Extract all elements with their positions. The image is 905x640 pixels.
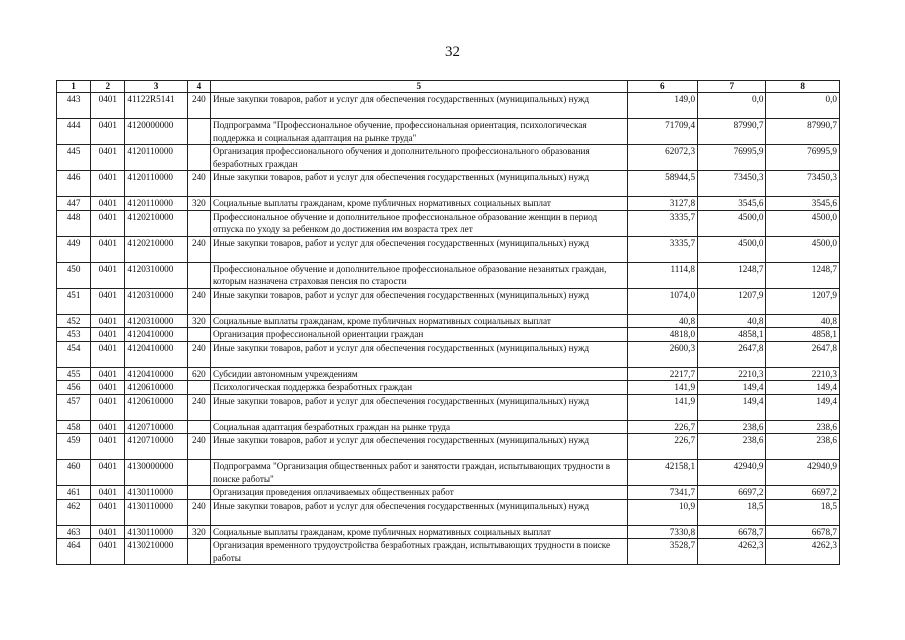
amount-cell-7: 2647,8 — [698, 341, 766, 367]
page-number: 32 — [445, 44, 460, 60]
row-number-cell: 460 — [57, 460, 91, 486]
amount-cell-7: 6678,7 — [698, 525, 766, 539]
target-article-cell: 4120110000 — [125, 145, 187, 171]
amount-cell-7: 238,6 — [698, 434, 766, 460]
amount-cell-8: 238,6 — [766, 420, 840, 434]
table-row — [57, 499, 840, 525]
amount-cell-8: 6697,2 — [766, 486, 840, 500]
row-number-cell: 445 — [57, 145, 91, 171]
amount-cell-6: 1074,0 — [627, 288, 697, 314]
target-article-cell: 4120710000 — [125, 434, 187, 460]
amount-cell-7: 18,5 — [698, 499, 766, 525]
amount-cell-6: 3335,7 — [627, 236, 697, 262]
row-number-cell: 452 — [57, 314, 91, 328]
amount-cell-8: 73450,3 — [766, 171, 840, 197]
amount-cell-7: 1207,9 — [698, 288, 766, 314]
expense-type-cell — [187, 119, 210, 145]
expense-type-cell: 240 — [187, 288, 210, 314]
expense-type-cell: 240 — [187, 341, 210, 367]
amount-cell-6: 3528,7 — [627, 539, 697, 565]
description-cell: Иные закупки товаров, работ и услуг для обеспечения государственных (муниципальных) нужд — [210, 171, 627, 197]
expense-type-cell: 240 — [187, 93, 210, 119]
table-row — [57, 119, 840, 145]
table-row — [57, 171, 840, 197]
amount-cell-8: 1248,7 — [766, 262, 840, 288]
section-code-cell: 0401 — [91, 328, 125, 342]
amount-cell-6: 40,8 — [627, 314, 697, 328]
row-number-cell: 463 — [57, 525, 91, 539]
amount-cell-7: 40,8 — [698, 314, 766, 328]
row-number-cell: 456 — [57, 381, 91, 395]
expense-type-cell: 320 — [187, 197, 210, 211]
table-row — [57, 93, 840, 119]
section-code-cell: 0401 — [91, 262, 125, 288]
description-cell: Социальные выплаты гражданам, кроме публичных нормативных социальных выплат — [210, 314, 627, 328]
section-code-cell: 0401 — [91, 460, 125, 486]
table-row — [57, 328, 840, 342]
section-code-cell: 0401 — [91, 394, 125, 420]
amount-cell-8: 42940,9 — [766, 460, 840, 486]
target-article-cell: 4120210000 — [125, 210, 187, 236]
table-row — [57, 420, 840, 434]
target-article-cell: 4120310000 — [125, 314, 187, 328]
target-article-cell: 4120410000 — [125, 367, 187, 381]
section-code-cell: 0401 — [91, 93, 125, 119]
amount-cell-8: 238,6 — [766, 434, 840, 460]
amount-cell-8: 149,4 — [766, 381, 840, 395]
expense-type-cell — [187, 381, 210, 395]
amount-cell-8: 40,8 — [766, 314, 840, 328]
amount-cell-7: 87990,7 — [698, 119, 766, 145]
table-row — [57, 367, 840, 381]
amount-cell-7: 4500,0 — [698, 210, 766, 236]
amount-cell-7: 76995,9 — [698, 145, 766, 171]
table-row — [57, 288, 840, 314]
amount-cell-6: 1114,8 — [627, 262, 697, 288]
expense-type-cell: 240 — [187, 394, 210, 420]
table-row — [57, 394, 840, 420]
expense-type-cell: 620 — [187, 367, 210, 381]
amount-cell-6: 62072,3 — [627, 145, 697, 171]
expense-type-cell: 320 — [187, 525, 210, 539]
table-row — [57, 434, 840, 460]
target-article-cell: 4120610000 — [125, 394, 187, 420]
amount-cell-7: 4262,3 — [698, 539, 766, 565]
column-header: 2 — [91, 81, 125, 93]
description-cell: Психологическая поддержка безработных граждан — [210, 381, 627, 395]
amount-cell-6: 3335,7 — [627, 210, 697, 236]
column-header: 3 — [125, 81, 187, 93]
column-header: 4 — [187, 81, 210, 93]
section-code-cell: 0401 — [91, 434, 125, 460]
row-number-cell: 461 — [57, 486, 91, 500]
expense-type-cell: 240 — [187, 434, 210, 460]
amount-cell-8: 149,4 — [766, 394, 840, 420]
target-article-cell: 4130110000 — [125, 499, 187, 525]
target-article-cell: 41122R5141 — [125, 93, 187, 119]
row-number-cell: 449 — [57, 236, 91, 262]
amount-cell-8: 4858,1 — [766, 328, 840, 342]
section-code-cell: 0401 — [91, 341, 125, 367]
target-article-cell: 4120710000 — [125, 420, 187, 434]
amount-cell-7: 4500,0 — [698, 236, 766, 262]
description-cell: Иные закупки товаров, работ и услуг для обеспечения государственных (муниципальных) нужд — [210, 499, 627, 525]
section-code-cell: 0401 — [91, 314, 125, 328]
amount-cell-6: 7341,7 — [627, 486, 697, 500]
row-number-cell: 451 — [57, 288, 91, 314]
amount-cell-7: 149,4 — [698, 394, 766, 420]
amount-cell-7: 3545,6 — [698, 197, 766, 211]
expense-type-cell — [187, 210, 210, 236]
target-article-cell: 4120110000 — [125, 171, 187, 197]
section-code-cell: 0401 — [91, 236, 125, 262]
section-code-cell: 0401 — [91, 288, 125, 314]
expense-type-cell: 240 — [187, 499, 210, 525]
amount-cell-7: 42940,9 — [698, 460, 766, 486]
amount-cell-6: 3127,8 — [627, 197, 697, 211]
amount-cell-6: 7330,8 — [627, 525, 697, 539]
amount-cell-8: 18,5 — [766, 499, 840, 525]
target-article-cell: 4130210000 — [125, 539, 187, 565]
description-cell: Организация проведения оплачиваемых общественных работ — [210, 486, 627, 500]
expense-type-cell — [187, 262, 210, 288]
amount-cell-8: 2647,8 — [766, 341, 840, 367]
row-number-cell: 462 — [57, 499, 91, 525]
description-cell: Профессиональное обучение и дополнительное профессиональное образование незанятых граждан, которым назначена страховая пенсия по старости — [210, 262, 627, 288]
description-cell: Иные закупки товаров, работ и услуг для обеспечения государственных (муниципальных) нужд — [210, 341, 627, 367]
amount-cell-8: 87990,7 — [766, 119, 840, 145]
row-number-cell: 459 — [57, 434, 91, 460]
header-row — [57, 81, 840, 93]
table-row — [57, 197, 840, 211]
section-code-cell: 0401 — [91, 145, 125, 171]
table-body — [57, 93, 840, 565]
section-code-cell: 0401 — [91, 197, 125, 211]
expense-type-cell: 320 — [187, 314, 210, 328]
table-row — [57, 145, 840, 171]
description-cell: Иные закупки товаров, работ и услуг для обеспечения государственных (муниципальных) нужд — [210, 394, 627, 420]
row-number-cell: 457 — [57, 394, 91, 420]
description-cell: Иные закупки товаров, работ и услуг для обеспечения государственных (муниципальных) нужд — [210, 288, 627, 314]
amount-cell-7: 2210,3 — [698, 367, 766, 381]
description-cell: Иные закупки товаров, работ и услуг для обеспечения государственных (муниципальных) нужд — [210, 434, 627, 460]
target-article-cell: 4120610000 — [125, 381, 187, 395]
column-header: 7 — [698, 81, 766, 93]
row-number-cell: 444 — [57, 119, 91, 145]
table-row — [57, 262, 840, 288]
amount-cell-8: 3545,6 — [766, 197, 840, 211]
amount-cell-8: 4500,0 — [766, 236, 840, 262]
expense-type-cell — [187, 328, 210, 342]
amount-cell-8: 0,0 — [766, 93, 840, 119]
row-number-cell: 450 — [57, 262, 91, 288]
expense-type-cell — [187, 539, 210, 565]
expense-type-cell — [187, 486, 210, 500]
row-number-cell: 454 — [57, 341, 91, 367]
target-article-cell: 4120310000 — [125, 288, 187, 314]
amount-cell-8: 1207,9 — [766, 288, 840, 314]
amount-cell-7: 73450,3 — [698, 171, 766, 197]
table-row — [57, 460, 840, 486]
expense-type-cell: 240 — [187, 236, 210, 262]
target-article-cell: 4120310000 — [125, 262, 187, 288]
amount-cell-7: 4858,1 — [698, 328, 766, 342]
target-article-cell: 4130000000 — [125, 460, 187, 486]
row-number-cell: 446 — [57, 171, 91, 197]
column-header: 1 — [57, 81, 91, 93]
section-code-cell: 0401 — [91, 486, 125, 500]
section-code-cell: 0401 — [91, 171, 125, 197]
amount-cell-6: 2217,7 — [627, 367, 697, 381]
target-article-cell: 4120410000 — [125, 328, 187, 342]
column-header: 5 — [210, 81, 627, 93]
amount-cell-6: 141,9 — [627, 381, 697, 395]
target-article-cell: 4120210000 — [125, 236, 187, 262]
table-row — [57, 314, 840, 328]
amount-cell-6: 71709,4 — [627, 119, 697, 145]
section-code-cell: 0401 — [91, 367, 125, 381]
budget-table — [56, 80, 840, 565]
amount-cell-7: 1248,7 — [698, 262, 766, 288]
amount-cell-8: 2210,3 — [766, 367, 840, 381]
amount-cell-7: 149,4 — [698, 381, 766, 395]
amount-cell-7: 0,0 — [698, 93, 766, 119]
section-code-cell: 0401 — [91, 210, 125, 236]
amount-cell-6: 10,9 — [627, 499, 697, 525]
target-article-cell: 4130110000 — [125, 525, 187, 539]
amount-cell-6: 4818,0 — [627, 328, 697, 342]
amount-cell-6: 149,0 — [627, 93, 697, 119]
row-number-cell: 453 — [57, 328, 91, 342]
description-cell: Иные закупки товаров, работ и услуг для обеспечения государственных (муниципальных) нужд — [210, 93, 627, 119]
description-cell: Социальные выплаты гражданам, кроме публичных нормативных социальных выплат — [210, 525, 627, 539]
description-cell: Организация профессиональной ориентации граждан — [210, 328, 627, 342]
row-number-cell: 455 — [57, 367, 91, 381]
amount-cell-7: 6697,2 — [698, 486, 766, 500]
amount-cell-6: 141,9 — [627, 394, 697, 420]
expense-type-cell: 240 — [187, 171, 210, 197]
amount-cell-8: 4262,3 — [766, 539, 840, 565]
amount-cell-6: 58944,5 — [627, 171, 697, 197]
description-cell: Подпрограмма "Организация общественных работ и занятости граждан, испытывающих трудности в поиске работы" — [210, 460, 627, 486]
expense-type-cell — [187, 420, 210, 434]
description-cell: Иные закупки товаров, работ и услуг для обеспечения государственных (муниципальных) нужд — [210, 236, 627, 262]
section-code-cell: 0401 — [91, 525, 125, 539]
description-cell: Организация временного трудоустройства безработных граждан, испытывающих трудности в поиске работы — [210, 539, 627, 565]
expense-type-cell — [187, 460, 210, 486]
table-row — [57, 525, 840, 539]
section-code-cell: 0401 — [91, 539, 125, 565]
target-article-cell: 4120110000 — [125, 197, 187, 211]
section-code-cell: 0401 — [91, 499, 125, 525]
amount-cell-8: 76995,9 — [766, 145, 840, 171]
description-cell: Социальная адаптация безработных граждан на рынке труда — [210, 420, 627, 434]
row-number-cell: 447 — [57, 197, 91, 211]
row-number-cell: 464 — [57, 539, 91, 565]
expense-type-cell — [187, 145, 210, 171]
amount-cell-7: 238,6 — [698, 420, 766, 434]
amount-cell-6: 226,7 — [627, 434, 697, 460]
table-row — [57, 341, 840, 367]
column-header: 8 — [766, 81, 840, 93]
amount-cell-8: 4500,0 — [766, 210, 840, 236]
amount-cell-6: 42158,1 — [627, 460, 697, 486]
description-cell: Профессиональное обучение и дополнительное профессиональное образование женщин в период отпуска по уходу за ребенком до достижения им возраста трех лет — [210, 210, 627, 236]
amount-cell-6: 2600,3 — [627, 341, 697, 367]
section-code-cell: 0401 — [91, 381, 125, 395]
table-row — [57, 236, 840, 262]
column-header: 6 — [627, 81, 697, 93]
description-cell: Подпрограмма "Профессиональное обучение, профессиональная ориентация, психологическая поддержка и социальная адаптация на рынке труда" — [210, 119, 627, 145]
target-article-cell: 4120000000 — [125, 119, 187, 145]
table-row — [57, 539, 840, 565]
amount-cell-8: 6678,7 — [766, 525, 840, 539]
target-article-cell: 4120410000 — [125, 341, 187, 367]
description-cell: Социальные выплаты гражданам, кроме публичных нормативных социальных выплат — [210, 197, 627, 211]
section-code-cell: 0401 — [91, 420, 125, 434]
table-row — [57, 486, 840, 500]
description-cell: Организация профессионального обучения и дополнительного профессионального образования безработных граждан — [210, 145, 627, 171]
row-number-cell: 448 — [57, 210, 91, 236]
row-number-cell: 443 — [57, 93, 91, 119]
row-number-cell: 458 — [57, 420, 91, 434]
description-cell: Субсидии автономным учреждениям — [210, 367, 627, 381]
target-article-cell: 4130110000 — [125, 486, 187, 500]
amount-cell-6: 226,7 — [627, 420, 697, 434]
table-row — [57, 381, 840, 395]
table-row — [57, 210, 840, 236]
section-code-cell: 0401 — [91, 119, 125, 145]
